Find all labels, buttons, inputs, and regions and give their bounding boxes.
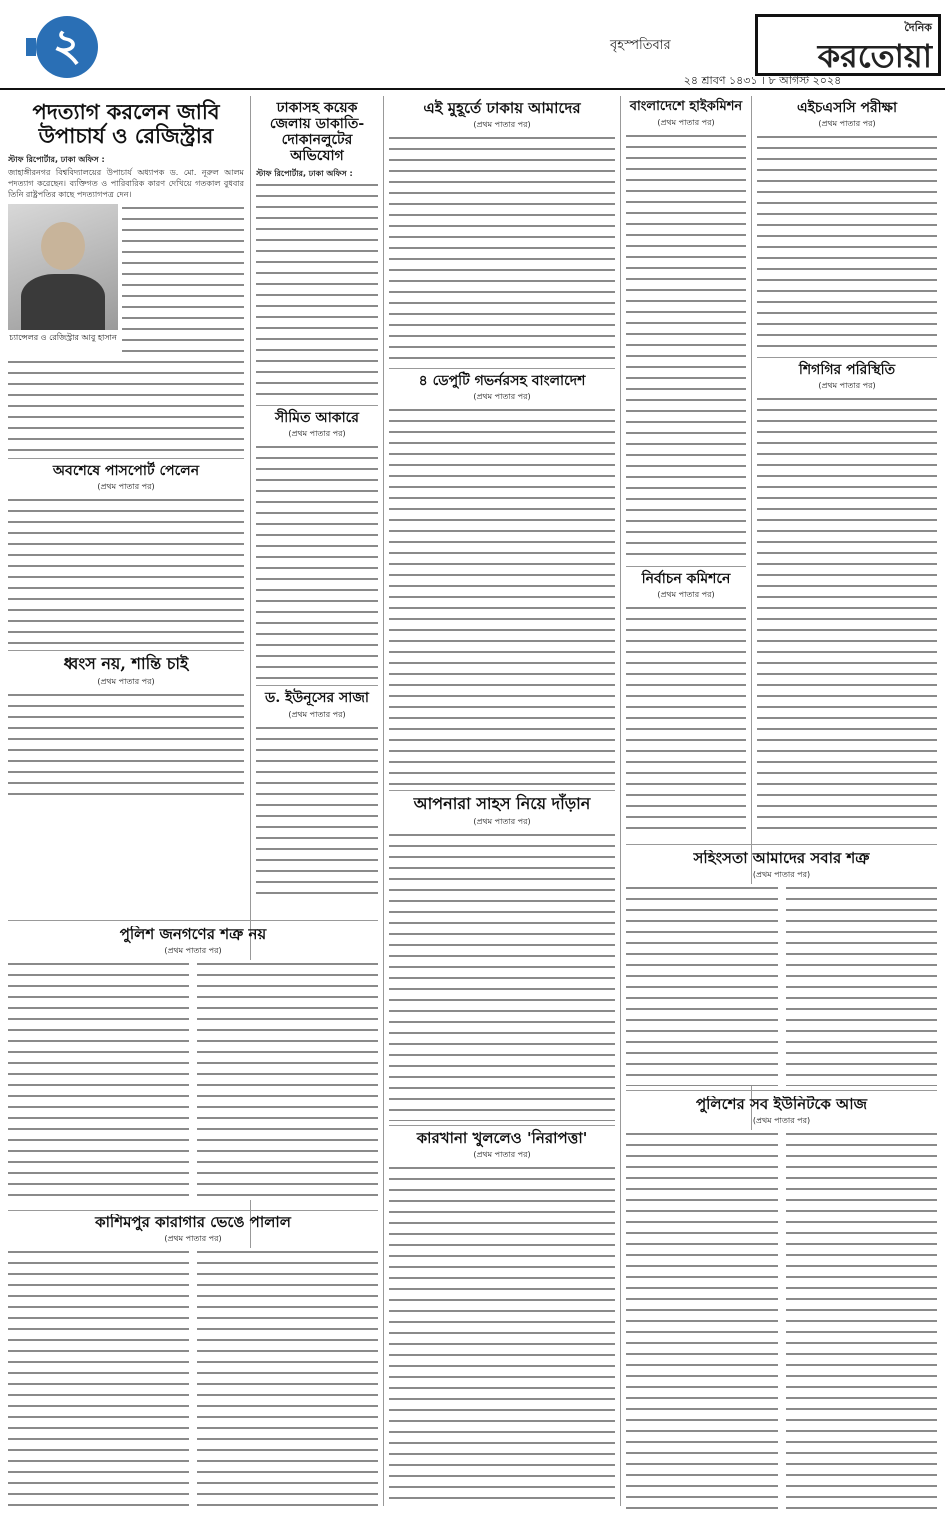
header-rule (0, 88, 945, 90)
story-robbery (256, 96, 378, 916)
body-text (8, 960, 189, 1200)
photo-caption: চ্যান্সেলর ও রেজিস্ট্রার আবু হাসান (9, 333, 117, 343)
middle-column (389, 96, 615, 1508)
continued-label: (প্রথম পাতার পর) (473, 392, 531, 402)
body-text (122, 204, 244, 354)
body-text (256, 724, 378, 894)
body-text (757, 133, 937, 353)
body-text (626, 604, 746, 834)
continued-label: (প্রথম পাতার পর) (164, 946, 222, 956)
continued-label: (প্রথম পাতার পর) (473, 120, 531, 130)
masthead-logo (755, 14, 941, 76)
continued-label: (প্রথম পাতার পর) (288, 709, 346, 719)
body-text (197, 960, 378, 1200)
masthead-name: করতোয়া (817, 37, 932, 75)
headline: পুলিশ জনগণের শত্রু নয় (119, 926, 267, 943)
story-violence (626, 850, 937, 1086)
story-vc-resign (8, 96, 244, 916)
story-kashimpur (8, 1214, 378, 1510)
headline: আপনারা সাহস নিয়ে দাঁড়ান (413, 794, 591, 814)
column-divider (620, 96, 621, 1506)
body-text (256, 443, 378, 681)
body-text (8, 496, 244, 646)
section-rule (626, 1090, 937, 1091)
body-text (8, 1248, 189, 1510)
headline: শিগগির পরিস্থিতি (798, 362, 896, 379)
body-text (389, 406, 615, 786)
headline: সীমিত আকারে (275, 410, 359, 427)
continued-label: (প্রথম পাতার পর) (657, 117, 715, 127)
headline: এইচএসসি পরীক্ষা (796, 100, 898, 116)
story-police-enemy (8, 926, 378, 1206)
date-line: ২৪ শ্রাবণ ১৪৩১ । ৮ আগস্ট ২০২৪ (683, 74, 842, 87)
headline: ধ্বংস নয়, শান্তি চাই (63, 654, 189, 674)
body-text (8, 358, 244, 454)
story-police-units (626, 1096, 937, 1510)
continued-label: (প্রথম পাতার পর) (97, 482, 155, 492)
body-text (389, 831, 615, 1121)
column-divider (383, 96, 384, 1506)
headline: নির্বাচন কমিশনে (641, 570, 731, 587)
section-rule (626, 844, 937, 845)
headline: ঢাকাসহ কয়েক জেলায় ডাকাতি-দোকানলুটের অভিযোগ (269, 100, 365, 165)
body-text (389, 134, 615, 364)
headline: কারখানা খুললেও 'নিরাপত্তা' (416, 1128, 588, 1147)
portrait-photo (8, 204, 118, 330)
lead-paragraph: জাহাঙ্গীরনগর বিশ্ববিদ্যালয়ের উপাচার্য অধ্যাপক ড. মো. নূরুল আলম পদত্যাগ করেছেন। ব্যক্তিগত ও পারিবারিক কারণ দেখিয়ে গতকাল বুধবার তিনি রাষ্ট্রপতির কাছে পদত্যাগপত্র দেন। (8, 168, 244, 200)
continued-label: (প্রথম পাতার পর) (818, 119, 876, 129)
masthead-small: দৈনিক (904, 21, 932, 34)
body-text (626, 1130, 778, 1510)
body-text (197, 1248, 378, 1510)
byline: স্টাফ রিপোর্টার, ঢাকা অফিস : (8, 155, 105, 165)
headline: কাশিমপুর কারাগার ভেঙে পালাল (95, 1214, 291, 1231)
headline: সহিংসতা আমাদের সবার শত্রু (693, 850, 870, 867)
continued-label: (প্রথম পাতার পর) (657, 590, 715, 600)
continued-label: (প্রথম পাতার পর) (752, 1116, 811, 1126)
headline: পদত্যাগ করলেন জাবি উপাচার্য ও রেজিস্ট্রার (32, 99, 220, 149)
right-column-top (757, 96, 937, 836)
page-header (0, 0, 945, 88)
section-rule (8, 1210, 378, 1211)
body-text (626, 132, 746, 562)
body-text (8, 691, 244, 803)
continued-label: (প্রথম পাতার পর) (164, 1234, 222, 1244)
headline: বাংলাদেশে হাইকমিশন (629, 99, 743, 114)
story-high-commission (626, 96, 746, 836)
headline: অবশেষে পাসপোর্ট পেলেন (52, 463, 200, 480)
continued-label: (প্রথম পাতার পর) (288, 429, 346, 439)
continued-label: (প্রথম পাতার পর) (473, 1149, 531, 1159)
body-text (757, 395, 937, 835)
day-of-week: বৃহস্পতিবার (610, 38, 671, 53)
body-text (626, 884, 778, 1086)
page-number: ২ (36, 16, 98, 78)
section-rule (8, 920, 378, 921)
continued-label: (প্রথম পাতার পর) (752, 870, 811, 880)
headline: এই মুহূর্তে ঢাকায় আমাদের (423, 99, 581, 117)
continued-label: (প্রথম পাতার পর) (97, 676, 155, 686)
headline: পুলিশের সব ইউনিটকে আজ (695, 1096, 868, 1113)
body-text (256, 181, 378, 401)
continued-label: (প্রথম পাতার পর) (473, 816, 531, 826)
body-text (786, 1130, 938, 1510)
continued-label: (প্রথম পাতার পর) (818, 381, 876, 391)
headline: ৪ ডেপুটি গভর্নরসহ বাংলাদেশ (418, 373, 586, 390)
body-text (786, 884, 938, 1086)
body-text (389, 1164, 615, 1504)
byline: স্টাফ রিপোর্টার, ঢাকা অফিস : (256, 169, 353, 179)
headline: ড. ইউনূসের সাজা (265, 690, 369, 707)
